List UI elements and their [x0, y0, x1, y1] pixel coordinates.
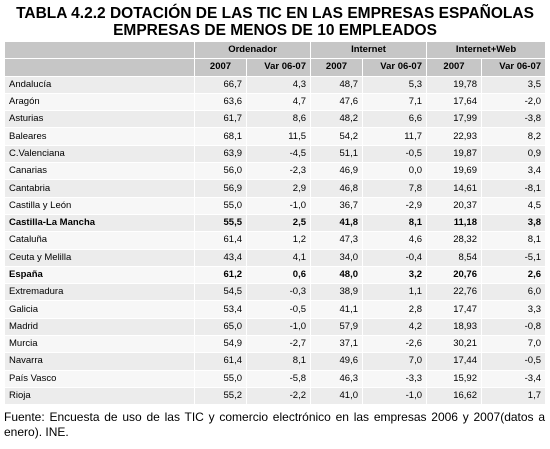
- table-row: [5, 232, 546, 249]
- value-cell: 41,0: [311, 387, 363, 404]
- value-cell: 17,44: [427, 353, 482, 370]
- value-cell: 20,37: [427, 197, 482, 214]
- table-row: [5, 111, 546, 128]
- value-cell: 61,2: [195, 266, 247, 283]
- value-cell: 22,93: [427, 128, 482, 145]
- value-cell: 5,3: [363, 76, 427, 93]
- value-cell: 0,6: [247, 266, 311, 283]
- region-cell: Cantabria: [5, 180, 195, 197]
- table-row: [5, 301, 546, 318]
- value-cell: 56,0: [195, 163, 247, 180]
- table-row: [5, 318, 546, 335]
- value-cell: 47,6: [311, 93, 363, 110]
- value-cell: 15,92: [427, 370, 482, 387]
- value-cell: 0,9: [482, 145, 546, 162]
- value-cell: -3,8: [482, 111, 546, 128]
- region-cell: Castilla-La Mancha: [5, 214, 195, 231]
- value-cell: 2,8: [363, 301, 427, 318]
- value-cell: 4,7: [247, 93, 311, 110]
- value-cell: 43,4: [195, 249, 247, 266]
- value-cell: 49,6: [311, 353, 363, 370]
- value-cell: 1,1: [363, 284, 427, 301]
- table-row: [5, 370, 546, 387]
- value-cell: -2,3: [247, 163, 311, 180]
- value-cell: 11,5: [247, 128, 311, 145]
- value-cell: 8,2: [482, 128, 546, 145]
- region-cell: España: [5, 266, 195, 283]
- group-header-ordenador: Ordenador: [195, 42, 311, 59]
- value-cell: 30,21: [427, 336, 482, 353]
- region-cell: Baleares: [5, 128, 195, 145]
- value-cell: 37,1: [311, 336, 363, 353]
- value-cell: 34,0: [311, 249, 363, 266]
- value-cell: 20,76: [427, 266, 482, 283]
- value-cell: 17,47: [427, 301, 482, 318]
- sub-header-blank: [5, 59, 195, 76]
- value-cell: 65,0: [195, 318, 247, 335]
- value-cell: 19,78: [427, 76, 482, 93]
- table-row: [5, 197, 546, 214]
- value-cell: 55,5: [195, 214, 247, 231]
- value-cell: 63,9: [195, 145, 247, 162]
- table-row: [5, 93, 546, 110]
- region-cell: Cataluña: [5, 232, 195, 249]
- table-row: [5, 284, 546, 301]
- value-cell: 56,9: [195, 180, 247, 197]
- table-row: [5, 145, 546, 162]
- header-blank: [5, 42, 195, 59]
- sub-header-year: 2007: [311, 59, 363, 76]
- value-cell: 55,0: [195, 370, 247, 387]
- sub-header-var: Var 06-07: [363, 59, 427, 76]
- value-cell: 41,8: [311, 214, 363, 231]
- region-cell: Asturias: [5, 111, 195, 128]
- value-cell: -3,4: [482, 370, 546, 387]
- value-cell: 17,64: [427, 93, 482, 110]
- value-cell: 55,2: [195, 387, 247, 404]
- value-cell: -0,5: [363, 145, 427, 162]
- value-cell: 3,8: [482, 214, 546, 231]
- region-cell: C.Valenciana: [5, 145, 195, 162]
- value-cell: 57,9: [311, 318, 363, 335]
- value-cell: 54,5: [195, 284, 247, 301]
- region-cell: Extremadura: [5, 284, 195, 301]
- value-cell: 47,3: [311, 232, 363, 249]
- value-cell: -2,2: [247, 387, 311, 404]
- table-row: [5, 266, 546, 283]
- table-row: [5, 387, 546, 404]
- sub-header-var: Var 06-07: [247, 59, 311, 76]
- value-cell: 19,87: [427, 145, 482, 162]
- table-title: TABLA 4.2.2 DOTACIÓN DE LAS TIC EN LAS EMPRESAS ESPAÑOLAS: [16, 5, 534, 22]
- region-cell: Murcia: [5, 336, 195, 353]
- value-cell: 2,5: [247, 214, 311, 231]
- value-cell: -1,0: [247, 318, 311, 335]
- value-cell: 7,1: [363, 93, 427, 110]
- table-row: [5, 180, 546, 197]
- table-row: [5, 76, 546, 93]
- value-cell: 22,76: [427, 284, 482, 301]
- value-cell: -8,1: [482, 180, 546, 197]
- value-cell: 6,6: [363, 111, 427, 128]
- value-cell: 38,9: [311, 284, 363, 301]
- value-cell: 1,7: [482, 387, 546, 404]
- value-cell: 4,5: [482, 197, 546, 214]
- sub-header-row: [5, 59, 546, 76]
- value-cell: 8,54: [427, 249, 482, 266]
- table-subtitle: EMPRESAS DE MENOS DE 10 EMPLEADOS: [113, 22, 437, 39]
- group-header-internet: Internet: [311, 42, 427, 59]
- tic-table: [4, 41, 546, 405]
- value-cell: 1,2: [247, 232, 311, 249]
- value-cell: 46,8: [311, 180, 363, 197]
- value-cell: -2,9: [363, 197, 427, 214]
- value-cell: -4,5: [247, 145, 311, 162]
- value-cell: 7,0: [482, 336, 546, 353]
- value-cell: -0,3: [247, 284, 311, 301]
- value-cell: 2,9: [247, 180, 311, 197]
- value-cell: 2,6: [482, 266, 546, 283]
- value-cell: 51,1: [311, 145, 363, 162]
- value-cell: 16,62: [427, 387, 482, 404]
- value-cell: 11,18: [427, 214, 482, 231]
- value-cell: 3,5: [482, 76, 546, 93]
- value-cell: -0,8: [482, 318, 546, 335]
- value-cell: -5,1: [482, 249, 546, 266]
- value-cell: 14,61: [427, 180, 482, 197]
- value-cell: -5,8: [247, 370, 311, 387]
- value-cell: 63,6: [195, 93, 247, 110]
- value-cell: 48,0: [311, 266, 363, 283]
- value-cell: 3,3: [482, 301, 546, 318]
- value-cell: 55,0: [195, 197, 247, 214]
- value-cell: 7,8: [363, 180, 427, 197]
- region-cell: Aragón: [5, 93, 195, 110]
- value-cell: 17,99: [427, 111, 482, 128]
- region-cell: Castilla y León: [5, 197, 195, 214]
- value-cell: 4,3: [247, 76, 311, 93]
- value-cell: 7,0: [363, 353, 427, 370]
- table-row: [5, 353, 546, 370]
- value-cell: -0,5: [247, 301, 311, 318]
- value-cell: -0,4: [363, 249, 427, 266]
- value-cell: -1,0: [247, 197, 311, 214]
- value-cell: 4,6: [363, 232, 427, 249]
- group-header-row: [5, 42, 546, 59]
- value-cell: 48,2: [311, 111, 363, 128]
- value-cell: 46,9: [311, 163, 363, 180]
- value-cell: 8,1: [247, 353, 311, 370]
- value-cell: 8,6: [247, 111, 311, 128]
- source-note: Fuente: Encuesta de uso de las TIC y comercio electrónico en las empresas 2006 y 2007(datos a enero). INE.: [4, 410, 545, 439]
- group-header-internet-web: Internet+Web: [427, 42, 546, 59]
- sub-header-var: Var 06-07: [482, 59, 546, 76]
- region-cell: Rioja: [5, 387, 195, 404]
- table-row: [5, 128, 546, 145]
- value-cell: 28,32: [427, 232, 482, 249]
- table-row: [5, 336, 546, 353]
- value-cell: 61,4: [195, 232, 247, 249]
- value-cell: 8,1: [363, 214, 427, 231]
- value-cell: -2,7: [247, 336, 311, 353]
- value-cell: 53,4: [195, 301, 247, 318]
- value-cell: -1,0: [363, 387, 427, 404]
- value-cell: 66,7: [195, 76, 247, 93]
- region-cell: Canarias: [5, 163, 195, 180]
- value-cell: -0,5: [482, 353, 546, 370]
- region-cell: Andalucía: [5, 76, 195, 93]
- region-cell: Galicia: [5, 301, 195, 318]
- value-cell: 41,1: [311, 301, 363, 318]
- sub-header-year: 2007: [427, 59, 482, 76]
- value-cell: 68,1: [195, 128, 247, 145]
- value-cell: 6,0: [482, 284, 546, 301]
- value-cell: 54,2: [311, 128, 363, 145]
- value-cell: 4,2: [363, 318, 427, 335]
- value-cell: 54,9: [195, 336, 247, 353]
- table-row: [5, 163, 546, 180]
- value-cell: 11,7: [363, 128, 427, 145]
- value-cell: 61,4: [195, 353, 247, 370]
- value-cell: 19,69: [427, 163, 482, 180]
- value-cell: 3,2: [363, 266, 427, 283]
- value-cell: 8,1: [482, 232, 546, 249]
- value-cell: -2,6: [363, 336, 427, 353]
- table-row: [5, 214, 546, 231]
- value-cell: 46,3: [311, 370, 363, 387]
- value-cell: 3,4: [482, 163, 546, 180]
- value-cell: 18,93: [427, 318, 482, 335]
- value-cell: -2,0: [482, 93, 546, 110]
- value-cell: -3,3: [363, 370, 427, 387]
- region-cell: Ceuta y Melilla: [5, 249, 195, 266]
- sub-header-year: 2007: [195, 59, 247, 76]
- value-cell: 4,1: [247, 249, 311, 266]
- region-cell: Madrid: [5, 318, 195, 335]
- value-cell: 36,7: [311, 197, 363, 214]
- table-row: [5, 249, 546, 266]
- region-cell: Navarra: [5, 353, 195, 370]
- value-cell: 61,7: [195, 111, 247, 128]
- value-cell: 48,7: [311, 76, 363, 93]
- region-cell: País Vasco: [5, 370, 195, 387]
- table-body: [5, 76, 546, 405]
- value-cell: 0,0: [363, 163, 427, 180]
